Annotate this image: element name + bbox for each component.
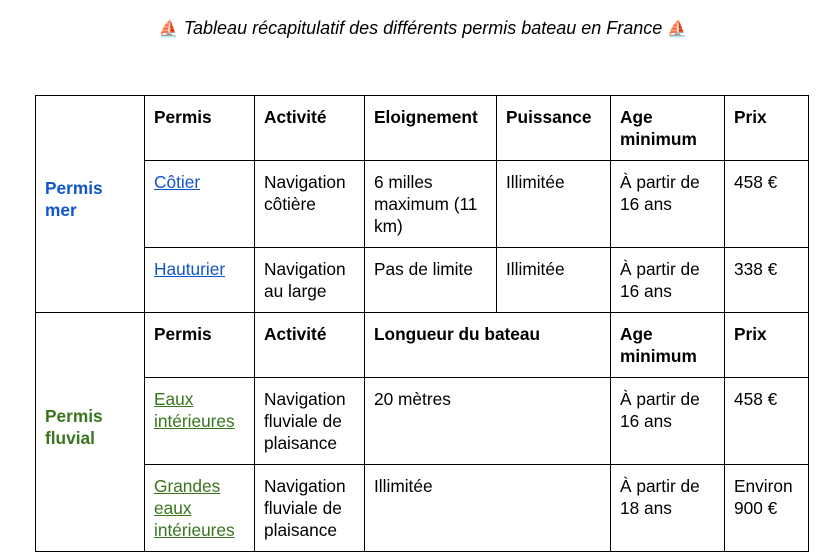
link-hauturier[interactable]: Hauturier xyxy=(154,259,226,279)
table-cell: Navigation côtière xyxy=(255,161,365,248)
table-cell: À partir de 16 ans xyxy=(611,378,725,465)
table-row xyxy=(36,378,809,465)
table-cell xyxy=(145,161,255,248)
group-label-mer: Permis mer xyxy=(36,96,145,313)
page-title xyxy=(0,18,840,39)
header-cell: Prix xyxy=(725,96,809,161)
table-cell: Illimitée xyxy=(365,465,611,552)
sailboat-icon: ⛵ xyxy=(158,21,179,38)
table-cell: Illimitée xyxy=(497,161,611,248)
table-row xyxy=(36,161,809,248)
header-cell: Puissance xyxy=(497,96,611,161)
header-cell: Activité xyxy=(255,313,365,378)
link-eaux-interieures[interactable]: Eaux intérieures xyxy=(154,389,235,431)
title-text: Tableau récapitulatif des différents permis bateau en France xyxy=(183,18,663,38)
table-cell: Environ 900 € xyxy=(725,465,809,552)
link-grandes-eaux-interieures[interactable]: Grandes eaux intérieures xyxy=(154,476,235,540)
table-cell: Navigation fluviale de plaisance xyxy=(255,465,365,552)
header-cell: Activité xyxy=(255,96,365,161)
table-row xyxy=(36,313,809,378)
table-cell: À partir de 16 ans xyxy=(611,161,725,248)
table-cell: 6 milles maximum (11 km) xyxy=(365,161,497,248)
sailboat-icon: ⛵ xyxy=(667,21,688,38)
table-cell: 338 € xyxy=(725,248,809,313)
header-cell: Permis xyxy=(145,313,255,378)
table-row xyxy=(36,465,809,552)
table-cell: Pas de limite xyxy=(365,248,497,313)
header-cell: Prix xyxy=(725,313,809,378)
header-cell: Eloignement xyxy=(365,96,497,161)
header-cell: Age minimum xyxy=(611,96,725,161)
table-cell: À partir de 16 ans xyxy=(611,248,725,313)
table-cell: Navigation fluviale de plaisance xyxy=(255,378,365,465)
table-cell: 458 € xyxy=(725,161,809,248)
table-row xyxy=(36,96,809,161)
table-cell xyxy=(145,465,255,552)
permis-table xyxy=(35,95,809,552)
table-cell: 20 mètres xyxy=(365,378,611,465)
table-cell: 458 € xyxy=(725,378,809,465)
table-cell xyxy=(145,378,255,465)
table-row xyxy=(36,248,809,313)
link-cotier[interactable]: Côtier xyxy=(154,172,201,192)
header-cell: Longueur du bateau xyxy=(365,313,611,378)
header-cell: Age minimum xyxy=(611,313,725,378)
group-label-fluvial: Permis fluvial xyxy=(36,313,145,552)
table-cell: Navigation au large xyxy=(255,248,365,313)
table-cell: À partir de 18 ans xyxy=(611,465,725,552)
header-cell: Permis xyxy=(145,96,255,161)
table-cell: Illimitée xyxy=(497,248,611,313)
table-cell xyxy=(145,248,255,313)
